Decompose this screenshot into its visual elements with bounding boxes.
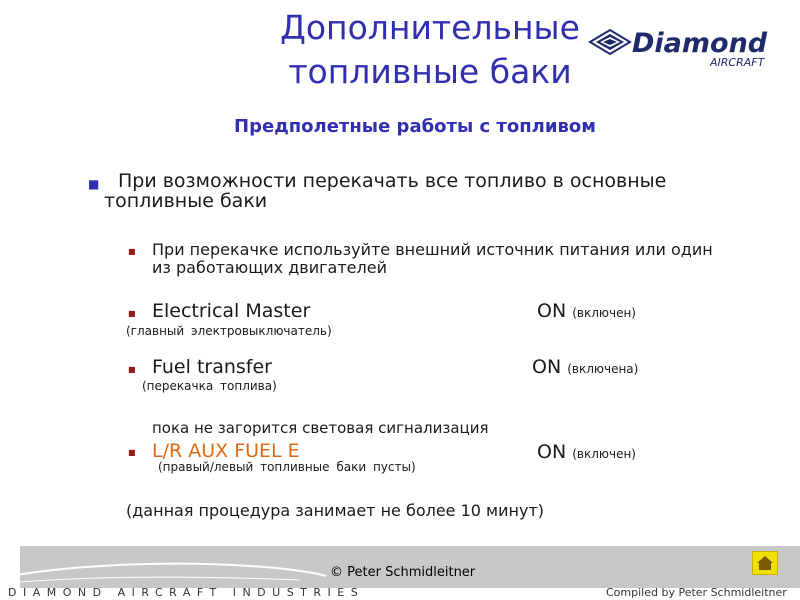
diamond-aircraft-logo <box>588 26 778 72</box>
aux-fuel-state <box>537 441 636 465</box>
square-bullet-icon: ■ <box>128 309 136 318</box>
title-line-2: топливные баки <box>288 52 572 91</box>
fuel-transfer-state-note: (включена) <box>567 362 639 376</box>
svg-text:AIRCRAFT: AIRCRAFT <box>710 56 765 69</box>
sub-bullet-1-line-2: из работающих двигателей <box>152 258 387 277</box>
compiled-by-text: Compiled by Peter Schmidleitner <box>606 586 787 599</box>
diamond-logo-mark-icon <box>588 26 778 72</box>
fuel-transfer-state-value: ON <box>532 356 562 378</box>
square-bullet-icon: ■ <box>128 448 136 457</box>
aux-fuel-translation: (правый/левый топливные баки пусты) <box>158 460 416 474</box>
square-bullet-icon: ■ <box>128 247 136 256</box>
until-light-text: пока не загорится световая сигнализация <box>152 419 489 437</box>
copyright-text: © Peter Schmidleitner <box>330 565 476 580</box>
svg-text:Diamond: Diamond <box>632 28 768 59</box>
aux-fuel-label: L/R AUX FUEL E <box>152 440 300 462</box>
duration-note: (данная процедура занимает не более 10 минут) <box>126 501 545 520</box>
home-button[interactable] <box>752 551 778 575</box>
electrical-master-translation: (главный электровыключатель) <box>126 324 332 338</box>
section-subtitle: Предполетные работы с топливом <box>234 116 596 137</box>
page-title <box>230 6 630 94</box>
fuel-transfer-state <box>532 356 638 380</box>
title-line-1: Дополнительные <box>280 8 580 47</box>
electrical-master-state <box>537 300 636 324</box>
main-bullet-line-1: При возможности перекачать все топливо в основные <box>118 170 667 192</box>
aux-fuel-state-value: ON <box>537 441 567 463</box>
square-bullet-icon: ■ <box>128 365 136 374</box>
aux-fuel-state-note: (включен) <box>572 447 636 461</box>
electrical-master-state-note: (включен) <box>572 306 636 320</box>
aircraft-silhouette-icon <box>0 546 330 586</box>
footer-brand-text: DIAMOND AIRCRAFT INDUSTRIES <box>8 586 365 599</box>
main-bullet-line-2: топливные баки <box>104 190 268 212</box>
electrical-master-state-value: ON <box>537 300 567 322</box>
sub-bullet-1-line-1: При перекачке используйте внешний источник питания или один <box>152 240 713 259</box>
home-icon <box>753 552 777 574</box>
electrical-master-label: Electrical Master <box>152 300 311 322</box>
fuel-transfer-translation: (перекачка топлива) <box>142 379 277 393</box>
square-bullet-icon: ■ <box>88 177 100 191</box>
fuel-transfer-label: Fuel transfer <box>152 356 272 378</box>
